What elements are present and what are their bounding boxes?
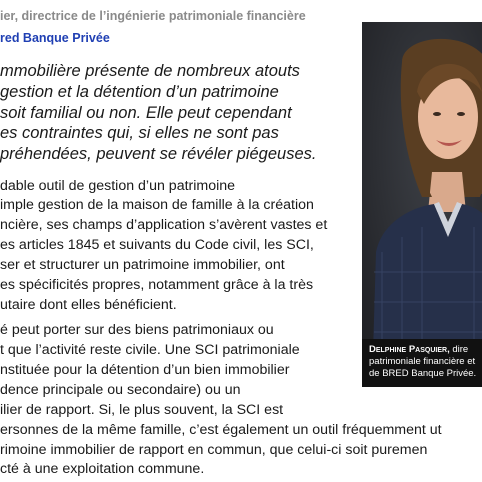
- body-line: ilier de rapport. Si, le plus souvent, la SCI est: [0, 402, 284, 418]
- lead-line: gestion et la détention d’un patrimoine: [0, 83, 279, 101]
- author-byline: ier, directrice de l’ingénierie patrimoniale financière: [0, 9, 306, 23]
- portrait-illustration: [362, 22, 482, 387]
- lead-line: mmobilière présente de nombreux atouts: [0, 62, 300, 80]
- bank-name: red Banque Privée: [0, 31, 110, 45]
- body-line: dable outil de gestion d’un patrimoine: [0, 178, 236, 194]
- body-line: cté à une exploitation commune.: [0, 461, 205, 477]
- body-line: dence principale ou secondaire) ou un: [0, 382, 241, 398]
- body-line: es articles 1845 et suivants du Code civil, les SCI,: [0, 237, 314, 253]
- body-line: t que l’activité reste civile. Une SCI patrimoniale: [0, 342, 300, 358]
- body-line: é peut porter sur des biens patrimoniaux ou: [0, 322, 274, 338]
- portrait-photo: [362, 22, 482, 387]
- lead-line: préhendées, peuvent se révéler piégeuses.: [0, 145, 317, 163]
- body-line: rimoine immobilier de rapport en commun, que celui-ci soit puremen: [0, 442, 428, 458]
- body-line: es spécificités propres, notamment grâce à la très: [0, 277, 314, 293]
- caption-role: dire: [449, 344, 469, 355]
- body-line: imple gestion de la maison de famille à la création: [0, 197, 314, 213]
- photo-caption: [362, 339, 482, 387]
- caption-name: Delphine Pasquier,: [369, 344, 450, 355]
- caption-line: patrimoniale financière et: [369, 356, 476, 367]
- body-line: ncière, ses champs d’application s’avèrent vastes et: [0, 217, 328, 233]
- body-line: utaire dont elles bénéficient.: [0, 297, 177, 313]
- body-line: ersonnes de la même famille, c’est également un outil fréquemment ut: [0, 422, 442, 438]
- body-line: ser et structurer un patrimoine immobilier, ont: [0, 257, 285, 273]
- body-line: nstituée pour la détention d’un bien immobilier: [0, 362, 290, 378]
- lead-line: es contraintes qui, si elles ne sont pas: [0, 124, 279, 142]
- lead-line: soit familial ou non. Elle peut cependant: [0, 104, 292, 122]
- caption-line: de BRED Banque Privée.: [369, 368, 477, 379]
